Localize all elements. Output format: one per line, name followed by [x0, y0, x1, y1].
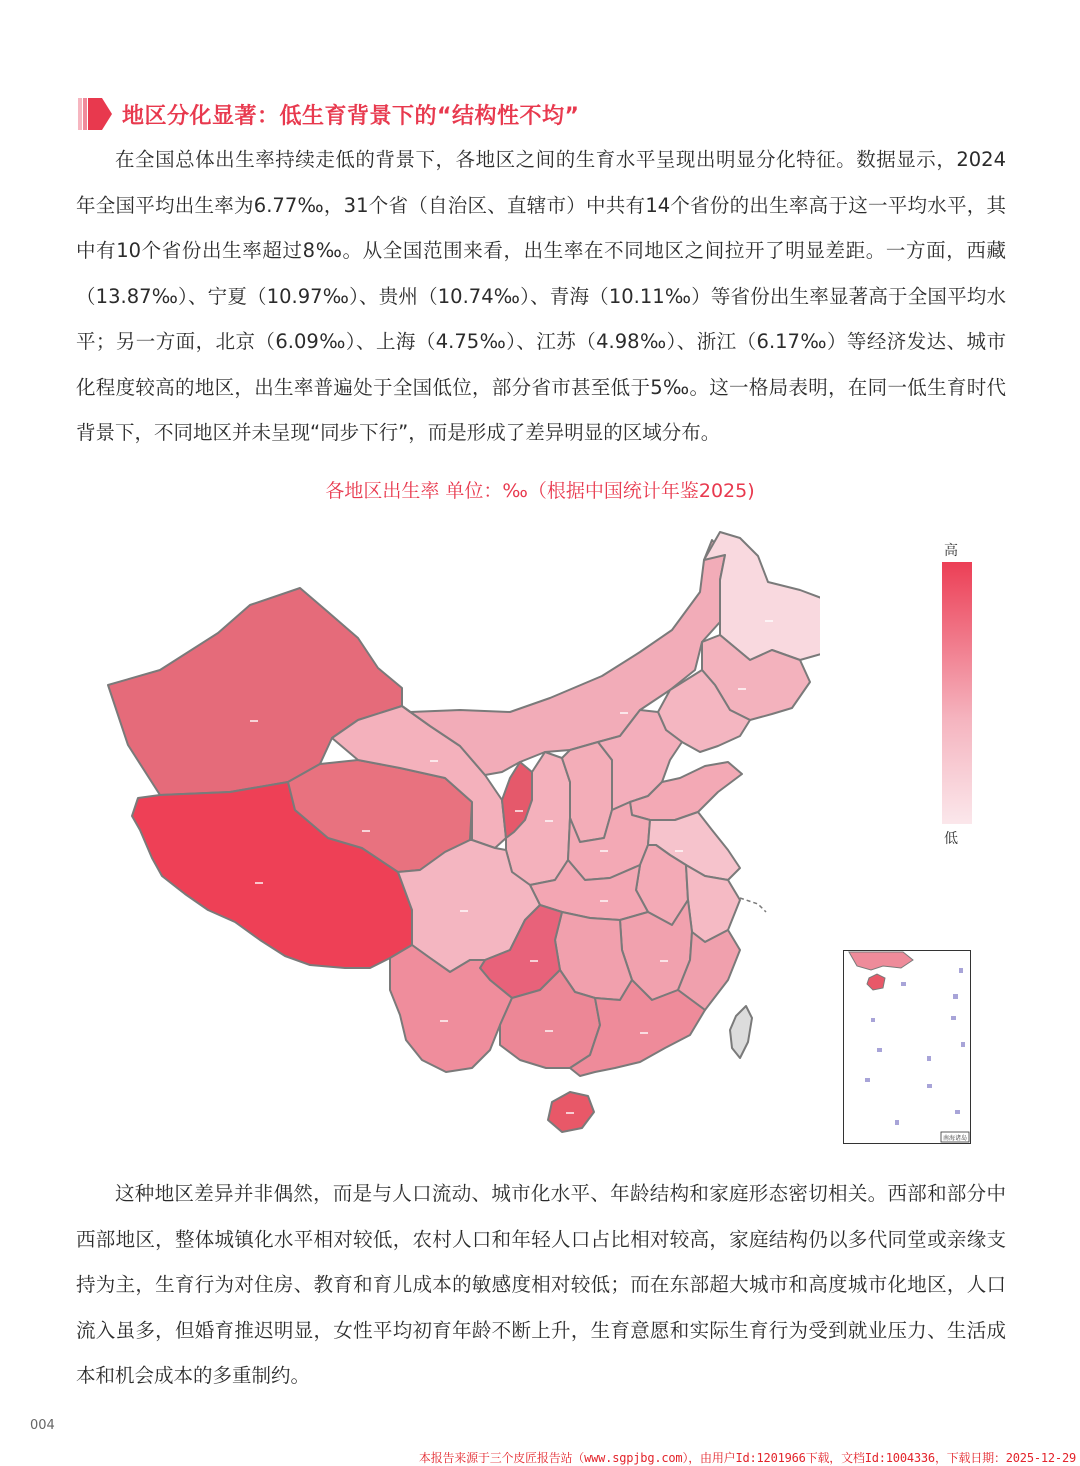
page-number: 004 [30, 1418, 55, 1433]
south-china-sea-inset [843, 950, 971, 1144]
section-heading-text: 地区分化显著：低生育背景下的“结构性不均” [122, 103, 580, 129]
map-title: 各地区出生率 单位：‰（根据中国统计年鉴2025) [325, 480, 755, 502]
body-paragraph-1: 在全国总体出生率持续走低的背景下，各地区之间的生育水平呈现出明显分化特征。数据显示，2024 年全国平均出生率为6.77‰，31个省（自治区、直辖市）中共有14个省份的出生率高于这一平均水平，其中有10个省份出生率超过8‰。从全国范围来看，出生率在不同地区之间拉开了明显差距。一方面，西藏（13.87‰）、宁夏（10.97‰）、贵州（10.74‰）、青海（10.11‰）等省份出生率显著高于全国平均水平；另一方面，北京（6.09‰）、上海（4.75‰）、江苏（4.98‰）、浙江（6.17‰）等经济发达、城市化程度较高的地区，出生率普遍处于全国低位，部分省市甚至低于5‰。这一格局表明，在同一低生育时代背景下，不同地区并未呈现“同步下行”，而是形成了差异明显的区域分布。 [76, 148, 1006, 444]
section-heading [78, 96, 579, 132]
body-paragraph-2: 这种地区差异并非偶然，而是与人口流动、城市化水平、年龄结构和家庭形态密切相关。西部和部分中西部地区，整体城镇化水平相对较低，农村人口和年轻人口占比相对较高，家庭结构仍以多代同堂或亲缘支持为主，生育行为对住房、教育和育儿成本的敏感度相对较低；而在东部超大城市和高度城市化地区，人口流入虽多，但婚育推迟明显，女性平均初育年龄不断上升，生育意愿和实际生育行为受到就业压力、生活成本和机会成本的多重制约。 [76, 1182, 1006, 1387]
inset-label: 南海诸岛 [942, 1135, 968, 1142]
color-legend-bar [942, 562, 972, 824]
china-birth-rate-map [100, 520, 820, 1140]
legend-low-label: 低 [944, 831, 958, 847]
heading-marker-icon [78, 98, 112, 130]
source-footer: 本报告来源于三个皮匠报告站（www.sgpjbg.com），由用户Id:1201966下载，文档Id:1004336，下载日期：2025-12-29 [418, 1451, 1076, 1465]
region-taiwan [730, 1006, 752, 1058]
legend-high-label: 高 [944, 543, 958, 559]
